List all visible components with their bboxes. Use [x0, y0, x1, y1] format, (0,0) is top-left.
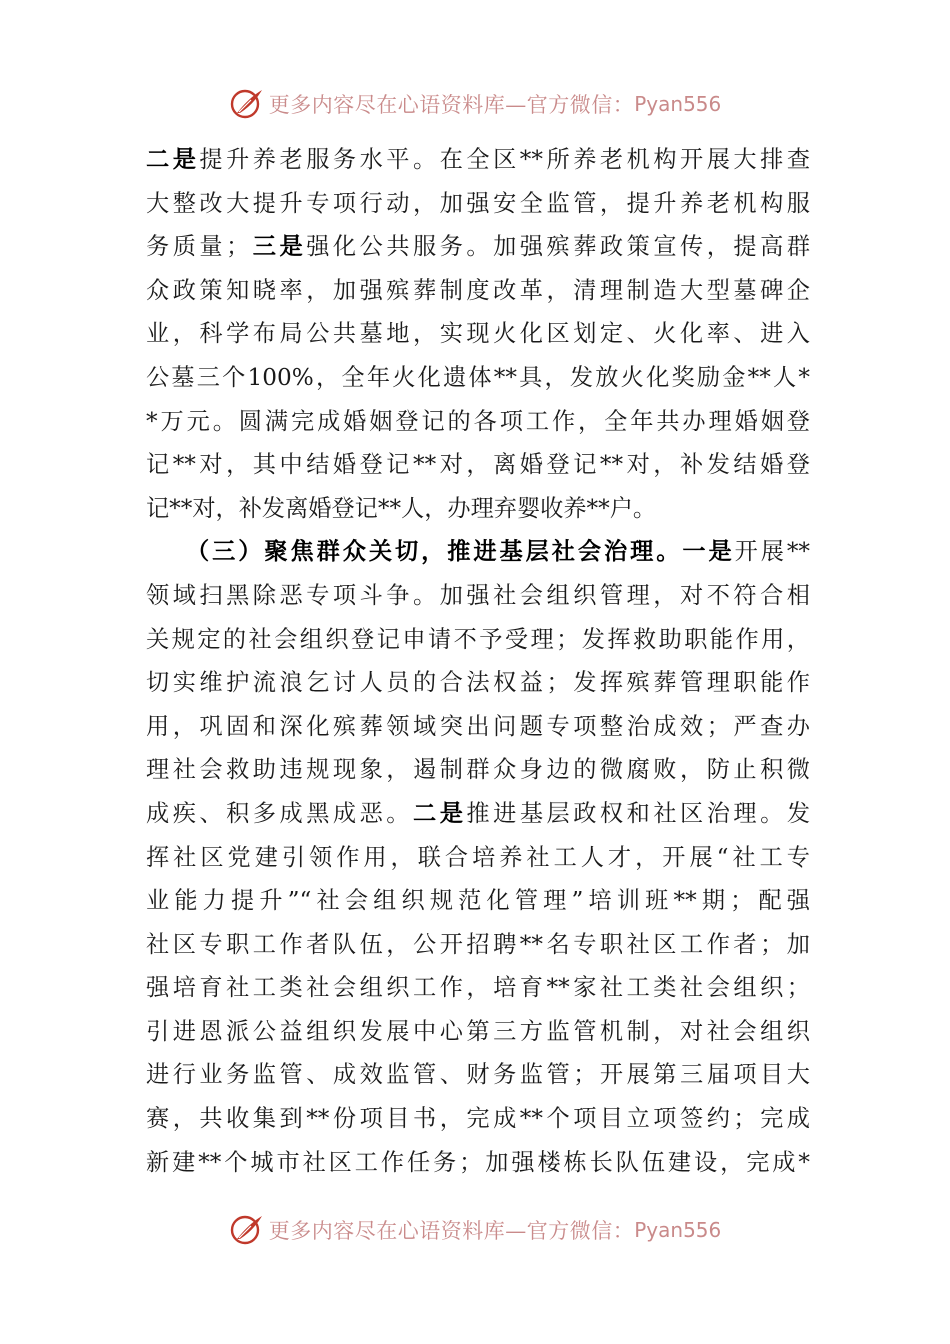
header-banner: [0, 82, 950, 126]
text-line: 二是提升养老服务水平。在全区**所养老机构开展大排查: [146, 146, 811, 173]
footer-banner: [0, 1208, 950, 1252]
text-line: 领域扫黑除恶专项斗争。加强社会组织管理，对不符合相: [146, 581, 810, 609]
banner-text: 更多内容尽在心语资料库—官方微信：: [268, 93, 635, 117]
text-line: 切实维护流浪乞讨人员的合法权益；发挥殡葬管理职能作: [146, 669, 810, 697]
banner-wechat-id: Pyan556: [634, 92, 722, 116]
text-line: 众政策知晓率，加强殡葬制度改革，清理制造大型墓碑企: [146, 276, 810, 304]
text-line: 社区专职工作者队伍，公开招聘**名专职社区工作者；加: [146, 930, 810, 958]
text-line: 强培育社工类社会组织工作，培育**家社工类社会组织；: [146, 974, 810, 1002]
text-line: *万元。圆满完成婚姻登记的各项工作，全年共办理婚姻登: [146, 407, 810, 435]
text-line: 挥社区党建引领作用，联合培养社工人才，开展“社工专: [146, 843, 810, 871]
quill-logo-icon: [229, 1212, 265, 1248]
text-line: 进行业务监管、成效监管、财务监管；开展第三届项目大: [146, 1061, 810, 1089]
text-line: 引进恩派公益组织发展中心第三方监管机制，对社会组织: [146, 1017, 810, 1045]
text-line: 记**对，补发离婚登记**人，办理弃婴收养**户。: [146, 494, 657, 522]
text-line: 大整改大提升专项行动，加强安全监管，提升养老机构服: [146, 189, 810, 217]
text-line: 赛，共收集到**份项目书，完成**个项目立项签约；完成: [146, 1105, 810, 1133]
text-line: 业能力提升”“社会组织规范化管理”培训班**期；配强: [146, 887, 810, 915]
text-line: 务质量；三是强化公共服务。加强殡葬政策宣传，提高群: [146, 233, 811, 261]
text-line: 新建**个城市社区工作任务；加强楼栋长队伍建设，完成*: [146, 1148, 810, 1176]
text-line: 公墓三个100%，全年火化遗体**具，发放火化奖励金**人*: [146, 363, 810, 391]
text-line: 用，巩固和深化殡葬领域突出问题专项整治成效；严查办: [146, 712, 810, 740]
banner-text: 更多内容尽在心语资料库—官方微信：: [268, 1219, 635, 1243]
body-text: [146, 138, 810, 1184]
text-line: 成疾、积多成黑成恶。二是推进基层政权和社区治理。发: [146, 799, 811, 827]
quill-logo-icon: [229, 86, 265, 122]
text-line: 记**对，其中结婚登记**对，离婚登记**对，补发结婚登: [146, 451, 810, 479]
section-heading-line: （三）聚焦群众关切，推进基层社会治理。一是开展**: [186, 538, 811, 566]
text-line: 业，科学布局公共墓地，实现火化区划定、火化率、进入: [146, 320, 810, 348]
banner-wechat-id: Pyan556: [634, 1218, 722, 1242]
text-line: 关规定的社会组织登记申请不予受理；发挥救助职能作用，: [146, 625, 810, 653]
text-line: 理社会救助违规现象，遏制群众身边的微腐败，防止积微: [146, 756, 810, 784]
